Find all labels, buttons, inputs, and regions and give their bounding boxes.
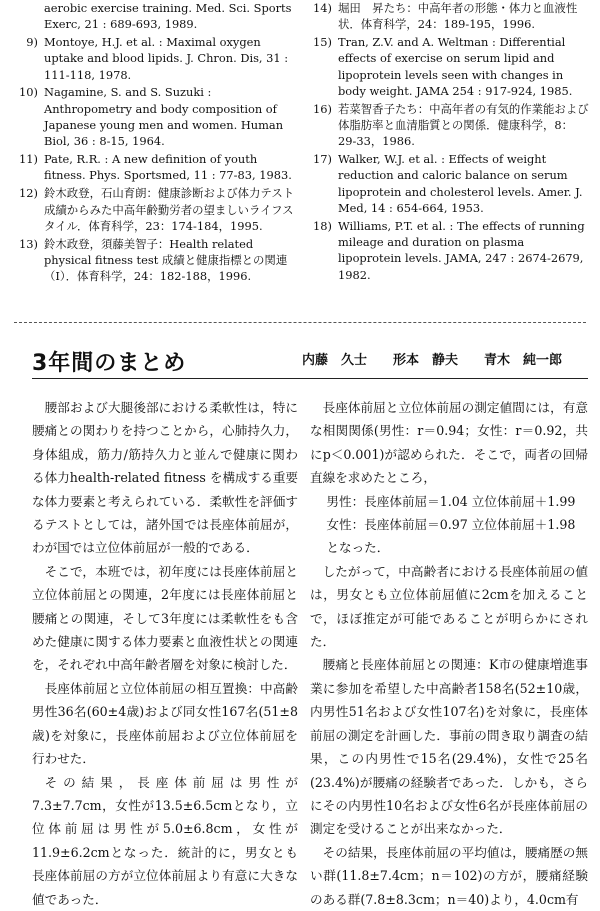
- reference-item: [310, 34, 590, 99]
- reference-text: Pate, R.R. : A new definition of youth fitness. Phys. Sportsmed, 11 : 77-83, 1983.: [44, 152, 292, 183]
- reference-number: 11): [19, 152, 38, 167]
- reference-item: [16, 84, 298, 149]
- title-underline: [32, 378, 588, 379]
- reference-item: [16, 236, 298, 285]
- regression-equation-male: 男性：長座体前屈＝1.04 立位体前屈＋1.99: [326, 493, 576, 509]
- reference-text: 鈴木政登，須藤美智子：Health related physical fitness test 成績と健康指標との関連（Ⅰ）．体育科学，24：182-188，1996.: [44, 236, 288, 284]
- reference-text: Nagamine, S. and S. Suzuki : Anthropometry and body composition of Japanese young men and women. Human Biol, 36 : 8-15, 1964.: [44, 85, 284, 149]
- section-title: 3年間のまとめ: [32, 351, 187, 376]
- reference-text: 鈴木政登，石山育朗：健康診断および体力テスト成績からみた中高年齢勤労者の望ましいライフスタイル．体育科学，23：174-184，1995.: [44, 186, 295, 233]
- reference-item: [310, 0, 590, 33]
- reference-number: 18): [313, 218, 332, 233]
- reference-item: [310, 151, 590, 216]
- author-name: 内藤 久士: [302, 353, 368, 368]
- author-name: 形本 静夫: [393, 353, 459, 368]
- author-list: [302, 349, 592, 368]
- reference-text: 堀田 昇たち：中高年者の形態・体力と血液性状．体育科学，24：189-195，1996.: [338, 1, 578, 32]
- reference-text: aerobic exercise training. Med. Sci. Sports Exerc, 21 : 689-693, 1989.: [44, 1, 292, 32]
- references-section: [0, 0, 600, 290]
- reference-number: 9): [26, 35, 38, 50]
- reference-text: Montoye, H.J. et al. : Maximal oxygen uptake and blood lipids. J. Chron. Dis, 31 : 111-118, 1978.: [44, 35, 289, 82]
- reference-text: Walker, W.J. et al. : Effects of weight reduction and caloric balance on serum lipoprotein and cholesterol levels. Amer. J. Med, 14 : 654-664, 1953.: [338, 152, 583, 216]
- reference-item: [16, 0, 298, 33]
- body-paragraph: その結果，長座体前屈の平均値は，腰痛歴の無い群(11.8±7.4cm；n＝102)の方が，腰痛経験のある群(7.8±8.3cm；n＝40)より，4.0cm有: [310, 844, 588, 907]
- body-line: となった．: [326, 540, 390, 556]
- body-paragraph: その結果，長座体前屈は男性が7.3±7.7cm，女性が13.5±6.5cmとなり，立位体前屈は男性が5.0±6.8cm，女性が11.9±6.2cmとなった．統計的に，男女とも長座体前屈の方が立位体前屈より有意に大きな値であった．: [32, 774, 298, 907]
- reference-number: 12): [19, 186, 38, 201]
- reference-text: Tran, Z.V. and A. Weltman : Differential effects of exercise on serum lipid and lipoprotein levels seen with changes in body weight. JAMA 254 : 917-924, 1985.: [338, 35, 573, 98]
- reference-item: [16, 185, 298, 234]
- body-paragraph: 腰痛と長座体前屈との関連：K市の健康増進事業に参加を希望した中高齢者158名(52±10歳，内男性51名および女性107名)を対象に，長座体前屈の測定を計画した．事前の問き取り調査の結果，この内男性で15名(29.4%)，女性で25名(23.4%)が腰痛の経験者であった．しかも，さらにその内男性10名および女性6名が長座体前屈の測定を受けることが出来なかった．: [310, 657, 588, 837]
- reference-number: 16): [313, 101, 332, 116]
- reference-number: 14): [313, 1, 332, 15]
- body-right-column: [310, 396, 588, 911]
- body-paragraph: 腰部および大腿後部における柔軟性は，特に腰痛との関わりを持つことから，心肺持久力，身体組成，筋力/筋持久力と並んで健康に関わる体力health-related fitness を構成する重要な体力要素と考えられている．柔軟性を評価するテストとしては，諸外国では長座体前屈が，わが国では立位体前屈が一般的である．: [32, 400, 299, 556]
- body-paragraph: 長座体前屈と立位体前屈の測定値間には，有意な相関関係(男性：r＝0.94；女性：r＝0.92，共にp＜0.001)が認められた．そこで，両者の回帰直線を求めたところ，: [310, 400, 588, 486]
- regression-equation-female: 女性：長座体前屈＝0.97 立位体前屈＋1.98: [326, 517, 576, 533]
- author-name: 青木 純一郎: [484, 353, 563, 368]
- body-paragraph: したがって，中高齢者における長座体前屈の値は，男女とも立位体前屈値に2cmを加えることで，ほぼ推定が可能であることが明らかにされた．: [310, 563, 588, 650]
- references-left-column: [16, 0, 298, 286]
- reference-number: 17): [313, 152, 332, 167]
- reference-item: [310, 101, 590, 150]
- reference-item: [310, 218, 590, 283]
- reference-number: 13): [19, 236, 38, 251]
- body-left-column: [32, 396, 298, 911]
- reference-item: [16, 34, 298, 83]
- reference-number: 15): [313, 35, 332, 50]
- reference-item: [16, 151, 298, 184]
- references-right-column: [310, 0, 590, 285]
- body-paragraph: そこで，本班では，初年度には長座体前屈と立位体前屈との関連，2年度には長座体前屈と腰痛との関連，そして3年度には柔軟性をも含めた健康に関する体力要素と血液性状との関連を，それぞれ中高年齢者層を対象に検討した．: [32, 563, 298, 673]
- reference-text: Williams, P.T. et al. : The effects of running mileage and duration on plasma lipoprotein levels. JAMA, 247 : 2674-2679, 1982.: [338, 218, 585, 282]
- reference-number: 10): [19, 85, 38, 100]
- reference-text: 若菜智香子たち：中高年者の有気的作業能および体脂肪率と血清脂質との関係．健康科学，8：29-33，1986.: [338, 101, 589, 149]
- body-paragraph: 長座体前屈と立位体前屈の相互置換：中高齢男性36名(60±4歳)および同女性167名(51±8歳)を対象に，長座体前屈および立位体前屈を行わせた．: [32, 680, 298, 767]
- section-divider: [14, 322, 586, 323]
